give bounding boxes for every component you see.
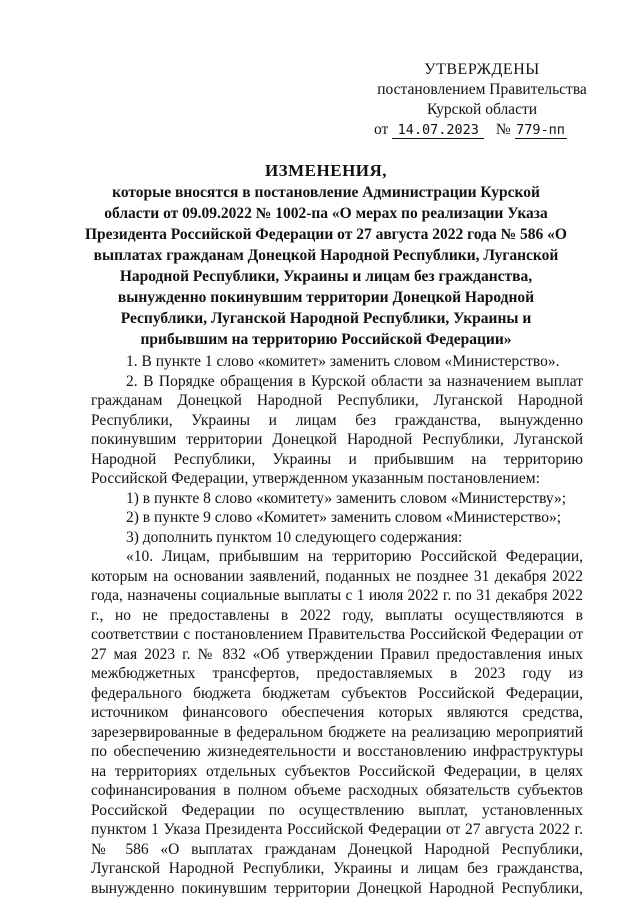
from-label: от: [374, 121, 389, 138]
approval-date-line: [372, 120, 592, 140]
document-title: [84, 160, 568, 350]
document-body: [91, 352, 583, 898]
approval-line-1: постановлением Правительства: [377, 81, 587, 98]
paragraph-2: 2. В Порядке обращения в Курской области за назначением выплат гражданам Донецкой Народной Республики, Луганской Народной Республики, Украины и лицам без гражданства, вынужденно покинувшим территории Донецкой Народной Республики, Луганской Народной Республики, Украины и прибывшим на территорию Российской Федерации, утвержденном указанным постановлением:: [91, 372, 583, 487]
title-subtitle: которые вносятся в постановление Администрации Курской области от 09.09.2022 № 1002-па «О мерах по реализации Указа Президента Российской Федерации от 27 августа 2022 года № 586 «О выплатах гражданам Донецкой Народной Республики, Луганской Народной Республики, Украины и лицам без гражданства, вынужденно покинувшим территории Донецкой Народной Республики, Луганской Народной Республики, Украины и прибывшим на территорию Российской Федерации»: [85, 184, 567, 348]
paragraph-3: 1) в пункте 8 слово «комитету» заменить словом «Министерству»;: [126, 489, 567, 507]
approval-stamp: [372, 60, 592, 140]
approval-heading: УТВЕРЖДЕНЫ: [424, 61, 540, 78]
approval-date: 14.07.2023: [392, 122, 484, 139]
paragraph-6: «10. Лицам, прибывшим на территорию Российской Федерации, которым на основании заявлений, поданных не позднее 31 декабря 2022 года, назначены социальные выплаты с 1 июля 2022 г. по 31 декабря 2022 г., но не предоставлены в 2022 году, выплаты осуществляются в соответствии с постановлением Правительства Российской Федерации от 27 мая 2023 г. № 832 «Об утверждении Правил предоставления иных межбюджетных трансфертов, предоставляемых в 2023 году из федерального бюджета бюджетам субъектов Российской Федерации, источником финансового обеспечения которых являются средства, зарезервированные в федеральном бюджете на реализацию мероприятий по обеспечению жизнедеятельности и восстановлению инфраструктуры на территориях отдельных субъектов Российской Федерации, в целях софинансирования в полном объеме расходных обязательств субъектов Российской Федерации по осуществлению выплат, установленных пунктом 1 Указа Президента Российской Федерации от 27 августа 2022 г. № 586 «О выплатах гражданам Донецкой Народной Республики, Луганской Народной Республики, Украины и лицам без гражданства, вынужденно покинувшим территории Донецкой Народной Республики,: [91, 548, 583, 897]
paragraph-1: 1. В пункте 1 слово «комитет» заменить словом «Министерство».: [126, 353, 560, 370]
title-main: ИЗМЕНЕНИЯ,: [264, 161, 388, 180]
approval-number: 779-пп: [516, 122, 565, 138]
paragraph-4: 2) в пункте 9 слово «Комитет» заменить словом «Министерство»;: [126, 509, 562, 526]
approval-line-2: Курской области: [426, 101, 538, 118]
number-label: №: [495, 121, 511, 138]
paragraph-5: 3) дополнить пунктом 10 следующего содержания:: [126, 528, 463, 546]
